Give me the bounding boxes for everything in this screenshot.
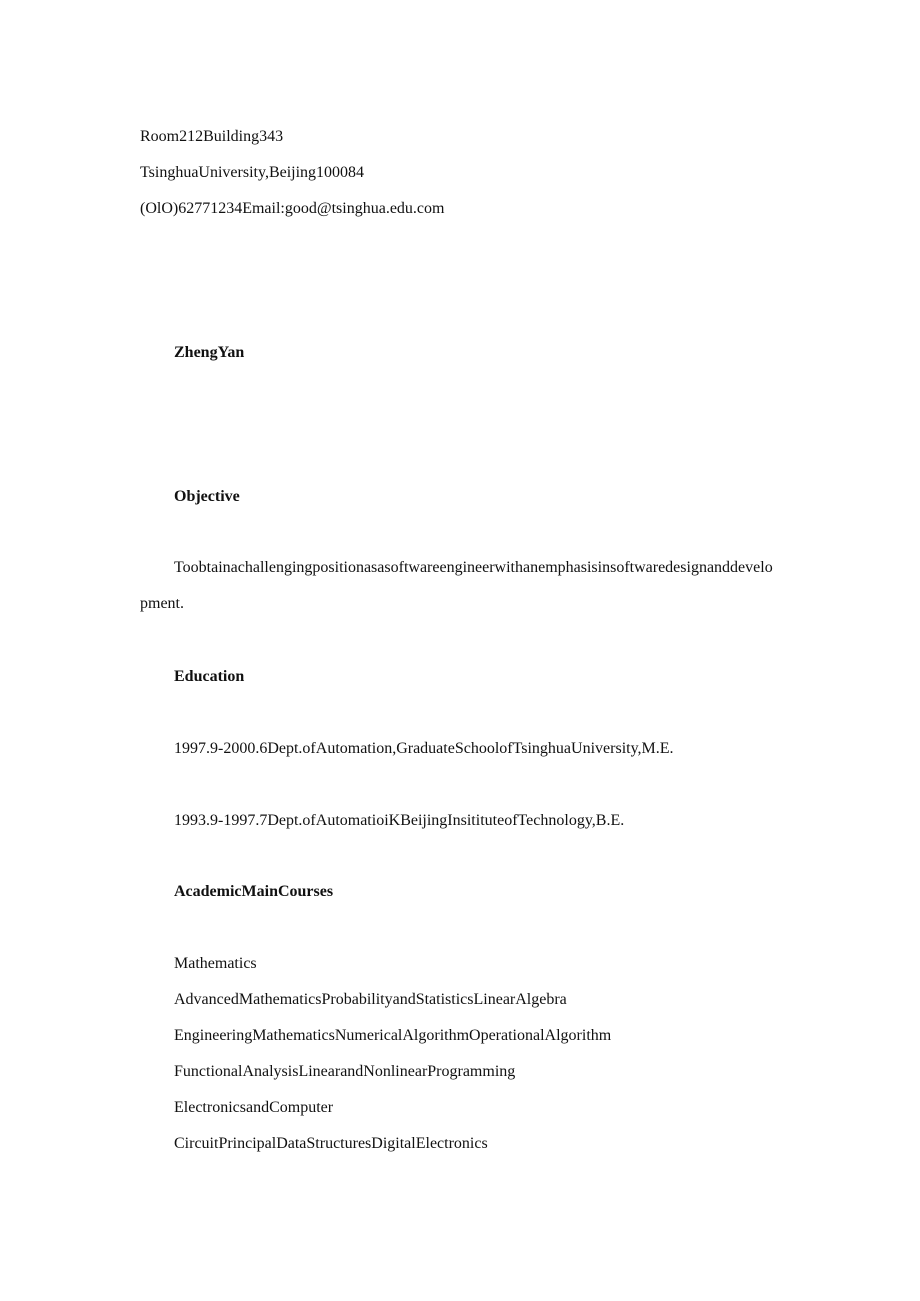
candidate-name: ZhengYan [174,344,245,361]
courses-heading: AcademicMainCourses [174,883,334,900]
course-line: EngineeringMathematicsNumericalAlgorithmOperationalAlgorithm [174,1027,612,1044]
course-category-electronics: ElectronicsandComputer [174,1099,334,1116]
course-category-mathematics: Mathematics [174,955,257,972]
course-line: AdvancedMathematicsProbabilityandStatisticsLinearAlgebra [174,991,567,1008]
course-line: CircuitPrincipalDataStructuresDigitalElectronics [174,1135,488,1152]
objective-text: Toobtainachallengingpositionasasoftwareengineerwithanemphasisinsoftwaredesignanddevelopment. [140,559,773,612]
contact-line: (OlO)62771234Email:good@tsinghua.edu.com [140,200,445,217]
objective-heading: Objective [174,488,240,505]
course-line: FunctionalAnalysisLinearandNonlinearProgramming [174,1063,516,1080]
education-heading: Education [174,668,245,685]
education-entry: 1997.9-2000.6Dept.ofAutomation,GraduateSchoolofTsinghuaUniversity,M.E. [174,740,674,757]
address-line-2: TsinghuaUniversity,Beijing100084 [140,164,365,181]
education-entry: 1993.9-1997.7Dept.ofAutomatioiKBeijingInsitituteofTechnology,B.E. [174,812,625,829]
address-line-1: Room212Building343 [140,128,284,145]
